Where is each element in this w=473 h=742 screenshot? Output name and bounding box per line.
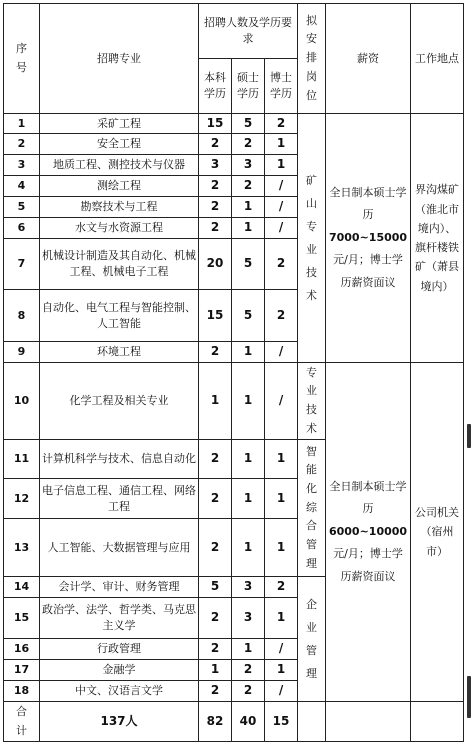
row-major: 环境工程	[40, 342, 199, 363]
row-major: 化学工程及相关专业	[40, 363, 199, 440]
row-major: 自动化、电气工程与智能控制、人工智能	[40, 290, 199, 342]
row-doctor: 2	[265, 577, 298, 598]
row-bachelor: 2	[199, 176, 232, 197]
row-no: 3	[4, 155, 40, 176]
row-master: 5	[232, 239, 265, 290]
row-no: 5	[4, 197, 40, 218]
row-major: 水文与水资源工程	[40, 218, 199, 239]
total-empty-post	[298, 702, 326, 742]
row-no: 11	[4, 440, 40, 479]
row-no: 1	[4, 114, 40, 134]
row-doctor: /	[265, 176, 298, 197]
total-people: 137人	[40, 702, 199, 742]
row-no: 7	[4, 239, 40, 290]
row-master: 2	[232, 681, 265, 702]
row-doctor: 1	[265, 598, 298, 639]
total-row	[4, 702, 464, 742]
row-doctor: 1	[265, 134, 298, 155]
header-seq: 序号	[4, 4, 40, 114]
row-master: 2	[232, 660, 265, 681]
row-bachelor: 2	[199, 639, 232, 660]
post-mining: 矿山专业技术	[298, 114, 326, 363]
row-bachelor: 3	[199, 155, 232, 176]
row-doctor: /	[265, 363, 298, 440]
row-major: 安全工程	[40, 134, 199, 155]
row-doctor: /	[265, 218, 298, 239]
row-master: 1	[232, 197, 265, 218]
row-master: 1	[232, 479, 265, 519]
row-doctor: /	[265, 681, 298, 702]
row-major: 人工智能、大数据管理与应用	[40, 519, 199, 577]
salary-group-1	[326, 114, 411, 363]
row-bachelor: 2	[199, 342, 232, 363]
total-empty-location	[411, 702, 464, 742]
row-no: 15	[4, 598, 40, 639]
row-master: 2	[232, 176, 265, 197]
row-no: 2	[4, 134, 40, 155]
salary-group-2	[326, 363, 411, 702]
row-bachelor: 2	[199, 479, 232, 519]
row-bachelor: 1	[199, 660, 232, 681]
row-doctor: 1	[265, 660, 298, 681]
row-no: 10	[4, 363, 40, 440]
row-master: 1	[232, 519, 265, 577]
table-body	[4, 4, 464, 742]
row-bachelor: 2	[199, 681, 232, 702]
row-no: 6	[4, 218, 40, 239]
total-empty-salary	[326, 702, 411, 742]
row-bachelor: 1	[199, 363, 232, 440]
row-bachelor: 2	[199, 440, 232, 479]
row-doctor: 1	[265, 440, 298, 479]
row-master: 1	[232, 440, 265, 479]
row-major: 电子信息工程、通信工程、网络工程	[40, 479, 199, 519]
salary-2-line1: 全日制本硕士学历	[329, 479, 407, 516]
header-major: 招聘专业	[40, 4, 199, 114]
row-master: 1	[232, 363, 265, 440]
row-doctor: 2	[265, 290, 298, 342]
row-doctor: 2	[265, 239, 298, 290]
salary-2-line3: 元/月；博士学历薪资面议	[333, 547, 403, 583]
row-master: 3	[232, 577, 265, 598]
row-doctor: 1	[265, 479, 298, 519]
row-no: 18	[4, 681, 40, 702]
row-doctor: /	[265, 639, 298, 660]
row-bachelor: 2	[199, 197, 232, 218]
row-major: 中文、汉语言文学	[40, 681, 199, 702]
salary-2-range: 6000~10000	[328, 524, 408, 538]
row-master: 1	[232, 639, 265, 660]
row-major: 计算机科学与技术、信息自动化	[40, 440, 199, 479]
salary-1-line1: 全日制本硕士学历	[329, 185, 407, 222]
row-no: 16	[4, 639, 40, 660]
row-master: 2	[232, 134, 265, 155]
post-pro-tech: 专业技术	[298, 363, 326, 440]
total-doctor: 15	[265, 702, 298, 742]
row-bachelor: 15	[199, 114, 232, 134]
location-mines: 界沟煤矿（淮北市境内）、旗杆楼铁矿（萧县境内）	[411, 114, 464, 363]
row-major: 金融学	[40, 660, 199, 681]
total-master: 40	[232, 702, 265, 742]
header-location: 工作地点	[411, 4, 464, 114]
table-row	[4, 363, 464, 440]
total-label: 合计	[4, 702, 40, 742]
row-doctor: 1	[265, 155, 298, 176]
header-doctor: 博士学历	[265, 59, 298, 114]
row-no: 8	[4, 290, 40, 342]
row-major: 采矿工程	[40, 114, 199, 134]
row-master: 1	[232, 342, 265, 363]
header-row	[4, 4, 464, 59]
table-row	[4, 114, 464, 134]
row-major: 会计学、审计、财务管理	[40, 577, 199, 598]
row-no: 4	[4, 176, 40, 197]
row-bachelor: 2	[199, 598, 232, 639]
scrollbar-thumb[interactable]	[467, 424, 471, 448]
row-doctor: /	[265, 342, 298, 363]
recruitment-table	[3, 3, 464, 742]
post-enterprise: 企业管理	[298, 577, 326, 702]
header-bachelor: 本科学历	[199, 59, 232, 114]
row-major: 地质工程、测控技术与仪器	[40, 155, 199, 176]
header-post: 拟安排岗位	[298, 4, 326, 114]
row-major: 行政管理	[40, 639, 199, 660]
row-master: 3	[232, 155, 265, 176]
row-major: 勘察技术与工程	[40, 197, 199, 218]
row-major: 测绘工程	[40, 176, 199, 197]
header-salary: 薪资	[326, 4, 411, 114]
row-master: 5	[232, 290, 265, 342]
header-master: 硕士学历	[232, 59, 265, 114]
row-no: 12	[4, 479, 40, 519]
row-master: 1	[232, 218, 265, 239]
row-bachelor: 15	[199, 290, 232, 342]
row-master: 3	[232, 598, 265, 639]
row-doctor: 1	[265, 519, 298, 577]
row-bachelor: 2	[199, 519, 232, 577]
row-no: 13	[4, 519, 40, 577]
scrollbar-thumb-lower[interactable]	[467, 676, 471, 718]
row-bachelor: 5	[199, 577, 232, 598]
total-bachelor: 82	[199, 702, 232, 742]
row-master: 5	[232, 114, 265, 134]
row-bachelor: 20	[199, 239, 232, 290]
post-smart: 智能化综合管理	[298, 440, 326, 577]
row-no: 17	[4, 660, 40, 681]
row-bachelor: 2	[199, 134, 232, 155]
row-bachelor: 2	[199, 218, 232, 239]
row-doctor: 2	[265, 114, 298, 134]
header-count-title: 招聘人数及学历要求	[199, 4, 298, 59]
salary-1-range: 7000~15000	[328, 230, 408, 244]
row-no: 14	[4, 577, 40, 598]
row-doctor: /	[265, 197, 298, 218]
row-major: 政治学、法学、哲学类、马克思主义学	[40, 598, 199, 639]
row-major: 机械设计制造及其自动化、机械工程、机械电子工程	[40, 239, 199, 290]
location-hq: 公司机关（宿州市）	[411, 363, 464, 702]
row-no: 9	[4, 342, 40, 363]
salary-1-line3: 元/月；博士学历薪资面议	[333, 253, 403, 289]
